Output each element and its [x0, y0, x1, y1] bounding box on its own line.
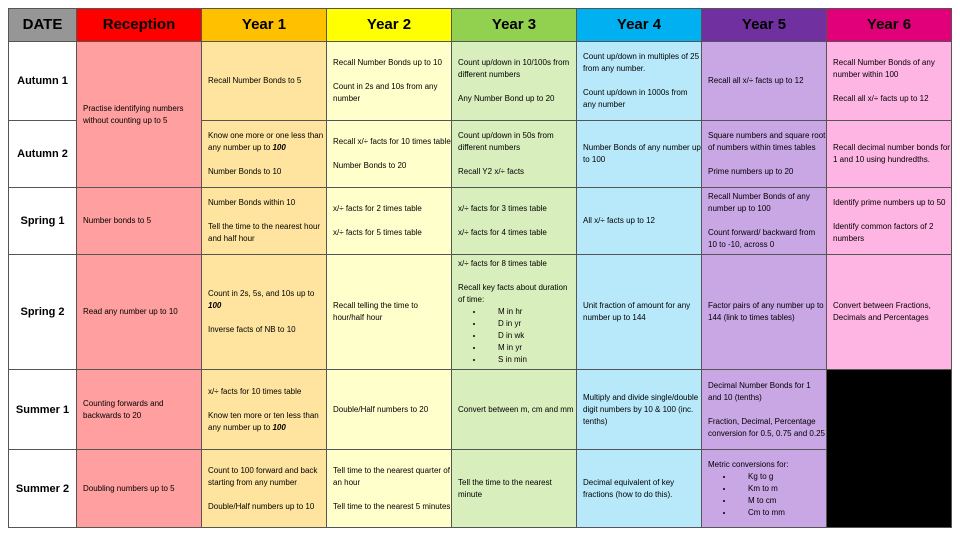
- header-year-1: Year 1: [202, 9, 327, 42]
- text-run: Recall decimal number bonds for 1 and 10 using hundredths.: [833, 143, 950, 164]
- emphasis-number: 100: [208, 301, 222, 310]
- text-run: Practise identifying numbers without counting up to 5: [83, 103, 184, 125]
- text-run: x/÷ facts for 10 times table: [208, 386, 302, 396]
- objective-text: [708, 191, 826, 215]
- text-run: Recall Number Bonds of any number up to 100: [708, 192, 810, 213]
- objective-text: [208, 75, 326, 87]
- objective-text: [458, 282, 576, 306]
- objective-cell: [827, 255, 952, 370]
- text-run: Count to 100 forward and back starting from any number: [208, 465, 318, 487]
- bullet-item: • Cm to mm: [734, 507, 826, 519]
- objective-text: [583, 215, 701, 227]
- text-run: Recall Number Bonds up to 10: [333, 58, 442, 67]
- objective-text: [333, 465, 451, 489]
- term-label: Autumn 2: [9, 121, 77, 188]
- objective-text: [583, 87, 701, 111]
- objective-cell: [827, 188, 952, 255]
- objective-text: [833, 57, 951, 81]
- objective-text: [833, 221, 951, 245]
- objective-text: [708, 166, 826, 178]
- objective-text: [833, 300, 951, 324]
- text-run: Double/Half numbers up to 10: [208, 501, 315, 511]
- text-run: Decimal Number Bonds for 1 and 10 (tenths): [708, 380, 811, 402]
- term-label: Summer 2: [9, 450, 77, 528]
- text-run: Recall Y2 x/÷ facts: [458, 167, 525, 176]
- objective-cell: [77, 255, 202, 370]
- objective-text: [458, 477, 576, 501]
- header-year-2: Year 2: [327, 9, 452, 42]
- text-run: Identify prime numbers up to 50: [833, 198, 946, 207]
- text-run: Count up/down in 1000s from any number: [583, 88, 688, 109]
- bullet-item: • M in yr: [484, 342, 576, 354]
- text-run: Read any number up to 10: [83, 307, 178, 316]
- objective-text: [83, 103, 201, 127]
- objective-cell: [702, 450, 827, 528]
- text-run: Doubling numbers up to 5: [83, 483, 175, 493]
- text-run: Decimal equivalent of key fractions (how to do this).: [583, 477, 675, 499]
- objective-text: [208, 197, 326, 209]
- objective-cell: [77, 450, 202, 528]
- objective-text: [458, 130, 576, 154]
- objective-text: [708, 459, 826, 471]
- text-run: Number Bonds within 10: [208, 198, 296, 207]
- text-run: x/÷ facts for 4 times table: [458, 228, 547, 237]
- term-label: Summer 1: [9, 370, 77, 450]
- objective-text: [333, 203, 451, 215]
- objective-text: [208, 465, 326, 489]
- text-run: Prime numbers up to 20: [708, 167, 794, 176]
- bullet-item: • M to cm: [734, 495, 826, 507]
- objective-text: [83, 306, 201, 318]
- objective-cell: [327, 188, 452, 255]
- bullet-item: • Km to m: [734, 483, 826, 495]
- text-run: Inverse facts of NB to 10: [208, 325, 296, 334]
- objective-cell: [77, 42, 202, 188]
- objective-text: [333, 160, 451, 172]
- objective-text: [83, 483, 201, 495]
- objective-text: [458, 258, 576, 270]
- objective-text: [333, 81, 451, 105]
- text-run: Tell time to the nearest 5 minutes: [333, 501, 451, 511]
- header-year-3: Year 3: [452, 9, 577, 42]
- bullet-item: • S in min: [484, 354, 576, 366]
- objective-text: [333, 300, 451, 324]
- objective-text: [458, 203, 576, 215]
- text-run: Number bonds to 5: [83, 216, 152, 225]
- objective-cell: [702, 370, 827, 450]
- objective-text: [833, 197, 951, 209]
- text-run: Number Bonds to 20: [333, 161, 407, 170]
- objective-text: [458, 166, 576, 178]
- objective-cell: [452, 42, 577, 121]
- objective-cell: [577, 121, 702, 188]
- table-row: [9, 370, 952, 450]
- text-run: Identify common factors of 2 numbers: [833, 222, 934, 243]
- text-run: Recall all x/÷ facts up to 12: [833, 94, 929, 103]
- objective-cell: [327, 121, 452, 188]
- bullet-item: • M in hr: [484, 306, 576, 318]
- objective-text: [583, 142, 701, 166]
- header-date: DATE: [9, 9, 77, 42]
- empty-cell: [827, 370, 952, 528]
- text-run: Know one more or one less than any number up to: [208, 131, 324, 152]
- objective-text: [458, 404, 576, 416]
- objective-text: [208, 324, 326, 336]
- term-label: Spring 1: [9, 188, 77, 255]
- objective-cell: [327, 370, 452, 450]
- objective-text: [83, 398, 201, 422]
- emphasis-number: 100: [272, 422, 286, 432]
- text-run: Number Bonds to 10: [208, 167, 282, 176]
- text-run: Tell the time to the nearest minute: [458, 477, 552, 499]
- objective-cell: [202, 450, 327, 528]
- term-label: Spring 2: [9, 255, 77, 370]
- objective-cell: [202, 370, 327, 450]
- objective-cell: [202, 188, 327, 255]
- objective-cell: [577, 370, 702, 450]
- text-run: Multiply and divide single/double digit numbers by 10 & 100 (inc. tenths): [583, 392, 699, 426]
- objective-text: [583, 300, 701, 324]
- text-run: Tell the time to the nearest hour and half hour: [208, 222, 321, 243]
- objective-cell: [327, 255, 452, 370]
- text-run: x/÷ facts for 3 times table: [458, 204, 547, 213]
- objective-text: [708, 300, 826, 324]
- objective-text: [833, 142, 951, 166]
- bullet-item: • D in wk: [484, 330, 576, 342]
- objective-text: [708, 227, 826, 251]
- objective-cell: [202, 42, 327, 121]
- objective-text: [208, 386, 326, 398]
- text-run: Recall Number Bonds of any number within 100: [833, 58, 935, 79]
- objective-cell: [452, 370, 577, 450]
- objective-text: [583, 51, 701, 75]
- text-run: Convert between m, cm and mm: [458, 404, 574, 414]
- term-label: Autumn 1: [9, 42, 77, 121]
- objective-text: [583, 392, 701, 428]
- text-run: Convert between Fractions, Decimals and Percentages: [833, 301, 931, 322]
- objective-cell: [327, 42, 452, 121]
- text-run: Tell time to the nearest quarter of an hour: [333, 465, 450, 487]
- objective-cell: [702, 42, 827, 121]
- text-run: Number Bonds of any number up to 100: [583, 143, 701, 164]
- objective-cell: [452, 255, 577, 370]
- text-run: Count up/down in 50s from different numbers: [458, 131, 554, 152]
- header-year-5: Year 5: [702, 9, 827, 42]
- objective-text: [708, 380, 826, 404]
- objective-cell: [827, 121, 952, 188]
- objective-cell: [77, 370, 202, 450]
- text-run: Metric conversions for:: [708, 459, 789, 469]
- table-row: [9, 255, 952, 370]
- objective-cell: [577, 42, 702, 121]
- objective-cell: [577, 188, 702, 255]
- text-run: Know ten more or ten less than any number up to: [208, 410, 319, 432]
- objective-text: [458, 227, 576, 239]
- objective-text: [708, 130, 826, 154]
- text-run: Count forward/ backward from 10 to -10, across 0: [708, 228, 816, 249]
- objective-text: [458, 57, 576, 81]
- text-run: x/÷ facts for 8 times table: [458, 259, 547, 268]
- objective-text: [333, 404, 451, 416]
- objective-text: [208, 288, 326, 312]
- objective-text: [208, 501, 326, 513]
- objective-text: [583, 477, 701, 501]
- text-run: Factor pairs of any number up to 144 (link to times tables): [708, 301, 824, 322]
- objective-text: [333, 501, 451, 513]
- objective-cell: [202, 255, 327, 370]
- objective-cell: [827, 42, 952, 121]
- table-header: [9, 9, 952, 42]
- objective-text: [333, 136, 451, 148]
- objective-text: [708, 75, 826, 87]
- objective-cell: [452, 188, 577, 255]
- text-run: x/÷ facts for 5 times table: [333, 228, 422, 237]
- text-run: x/÷ facts for 2 times table: [333, 204, 422, 213]
- text-run: Recall x/÷ facts for 10 times table: [333, 137, 451, 146]
- header-row: [9, 9, 952, 42]
- text-run: Counting forwards and backwards to 20: [83, 398, 164, 420]
- objective-text: [333, 227, 451, 239]
- header-year-6: Year 6: [827, 9, 952, 42]
- text-run: Count in 2s and 10s from any number: [333, 82, 438, 103]
- bullet-list: [708, 471, 826, 519]
- objective-cell: [77, 188, 202, 255]
- objective-text: [833, 93, 951, 105]
- objective-text: [333, 57, 451, 69]
- bullet-item: • Kg to g: [734, 471, 826, 483]
- table-row: [9, 450, 952, 528]
- objective-cell: [452, 121, 577, 188]
- objective-cell: [452, 450, 577, 528]
- text-run: Fraction, Decimal, Percentage conversion for 0.5, 0.75 and 0.25: [708, 416, 825, 438]
- bullet-list: [458, 306, 576, 366]
- text-run: All x/÷ facts up to 12: [583, 216, 655, 225]
- objective-cell: [702, 121, 827, 188]
- header-reception: Reception: [77, 9, 202, 42]
- curriculum-table: [8, 8, 952, 528]
- objective-text: [208, 166, 326, 178]
- table-body: [9, 42, 952, 528]
- emphasis-number: 100: [272, 143, 286, 152]
- objective-text: [458, 93, 576, 105]
- text-run: Count up/down in 10/100s from different numbers: [458, 58, 570, 79]
- text-run: Count in 2s, 5s, and 10s up to: [208, 289, 315, 298]
- table-row: [9, 42, 952, 121]
- objective-cell: [577, 255, 702, 370]
- text-run: Any Number Bond up to 20: [458, 94, 555, 103]
- objective-text: [208, 221, 326, 245]
- text-run: Square numbers and square root of numbers within times tables: [708, 131, 826, 152]
- objective-text: [708, 416, 826, 440]
- text-run: Double/Half numbers to 20: [333, 404, 429, 414]
- objective-cell: [327, 450, 452, 528]
- header-year-4: Year 4: [577, 9, 702, 42]
- text-run: Recall telling the time to hour/half hour: [333, 301, 418, 322]
- objective-cell: [702, 255, 827, 370]
- objective-cell: [702, 188, 827, 255]
- text-run: Recall all x/÷ facts up to 12: [708, 76, 804, 85]
- objective-text: [208, 130, 326, 154]
- table-row: [9, 188, 952, 255]
- text-run: Recall Number Bonds to 5: [208, 76, 302, 85]
- text-run: Recall key facts about duration of time:: [458, 283, 568, 304]
- bullet-item: • D in yr: [484, 318, 576, 330]
- objective-cell: [577, 450, 702, 528]
- text-run: Count up/down in multiples of 25 from any number.: [583, 52, 700, 73]
- objective-cell: [202, 121, 327, 188]
- objective-text: [83, 215, 201, 227]
- text-run: Unit fraction of amount for any number up to 144: [583, 301, 691, 322]
- objective-text: [208, 410, 326, 434]
